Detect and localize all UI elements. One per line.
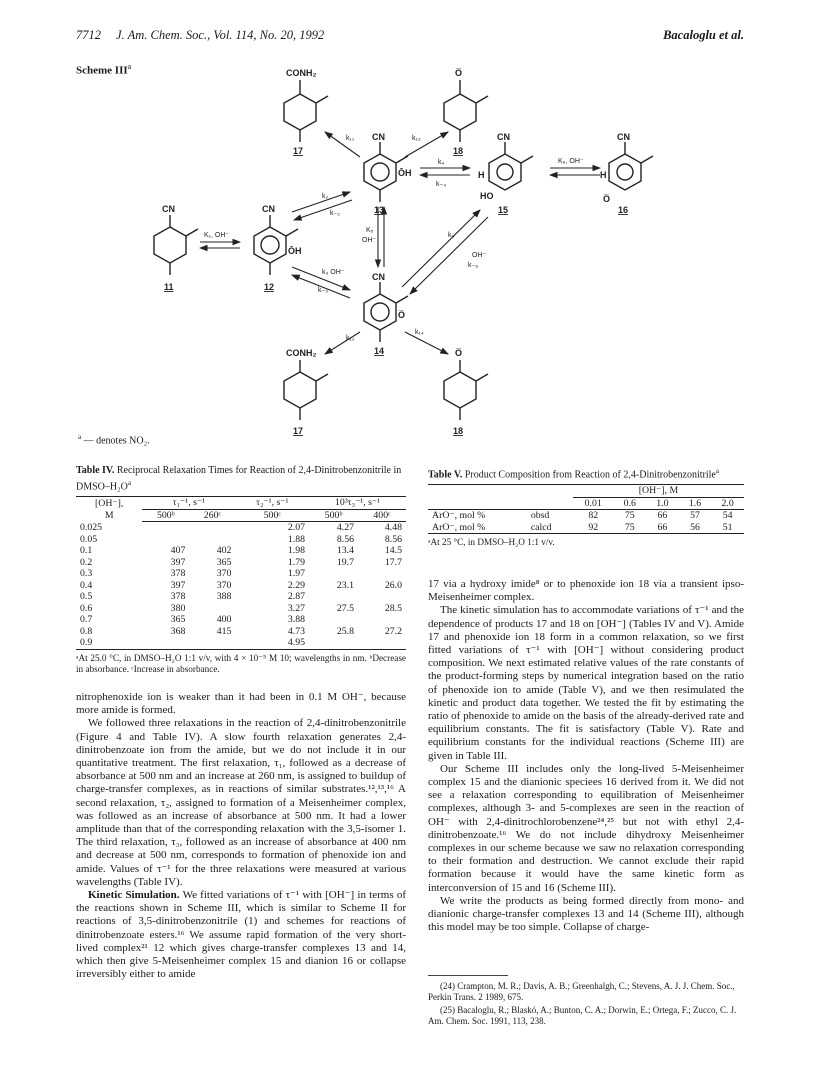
table-cell: 4.27 [336,522,355,534]
table-iv-subheader: 500ᶜ [235,509,309,522]
running-authors: Bacaloglu et al. [663,28,744,42]
table-row [76,626,406,638]
rate-k5-oh: OH⁻ [362,237,377,244]
table-cell: 28.5 [384,602,402,614]
table-cell [189,522,235,534]
table-cell: 3.88 [287,614,306,626]
table-cell: 397 [170,579,186,591]
table-v-block [428,465,744,548]
label-h-16: H [600,170,607,180]
table-iv-header-t1: τ₁⁻¹, s⁻¹ [142,497,235,510]
table-cell [358,591,406,603]
table-v-conc-header: 2.0 [711,497,744,510]
table-cell: 8.56 [384,533,402,545]
table-row [76,522,406,534]
reference-item: (24) Crampton, M. R.; Davis, A. B.; Greenhalgh, C.; Stevens, A. J. J. Chem. Soc., Perkin Trans. 2 1989, 675. [428,981,735,1002]
table-cell: 415 [216,625,232,637]
table-cell: 2.87 [287,591,306,603]
table-cell [189,603,235,615]
reaction-scheme [60,62,760,452]
table-cell: 380 [170,602,186,614]
table-cell: 92 [573,522,614,534]
table-cell: 0.5 [80,591,93,603]
label-16: 16 [618,205,629,215]
table-cell: ArO⁻, mol % [428,522,527,534]
table-cell: 365 [170,614,186,626]
arrow-k8-forward [402,210,480,287]
rate-k14: k₁₄ [415,329,424,336]
label-h-15: H [478,170,485,180]
rate-k11: k₁₁ [346,135,355,142]
table-cell: 388 [216,591,232,603]
table-v-blank [428,497,573,510]
table-cell: 25.8 [336,625,355,637]
label-12: 12 [264,282,275,292]
table-cell: obsd [530,510,550,522]
table-v-header-oh: [OH⁻], M [573,485,744,498]
table-cell [309,637,358,649]
table-iv-header-oh: [OH⁻], M [76,497,142,522]
scheme-title: Scheme III$^a$ [76,62,132,77]
rate-k3: k₃ OH⁻ [322,269,345,276]
table-cell [358,568,406,580]
kinetic-heading: Kinetic Simulation. [88,889,180,902]
table-row [76,603,406,615]
rate-k6: K₆, OH⁻ [558,158,584,165]
label-14: 14 [374,346,385,356]
label-oh-12: ŌH [288,246,302,256]
references [428,975,744,1029]
table-iv-header-t3: 10³τ₃⁻¹, s⁻¹ [309,497,406,510]
table-cell: 365 [216,556,232,568]
table-row [428,522,744,534]
label-cn-12: CN [262,204,275,214]
table-cell: 1.79 [287,556,306,568]
rate-k4: k₄ [438,159,445,166]
label-conh2-top: CONH₂ [286,68,317,78]
table-cell [309,568,358,580]
table-cell [358,614,406,626]
table-iv-caption: Table IV. Reciprocal Relaxation Times for Reaction of 2,4-Dinitrobenzonitrile in DMSO–$H_2O^a$ [76,465,402,493]
table-cell: 370 [216,579,232,591]
table-row [76,614,406,626]
arrow-k2-forward [292,192,350,212]
table-cell: 51 [711,522,744,534]
compound-15-ring [489,142,533,190]
label-o-minus-top: O̅ [455,68,463,78]
table-cell: 0.6 [80,602,93,614]
table-iv-subheader: 400ᶜ [358,509,406,522]
paragraph: Our Scheme III includes only the long-lived 5-Meisenheimer complex 15 and the dianionic speciees 16 derived from it. We did not see a relaxation corresponding to equilibration of Meisenheimer complexes, although 3- and 5-complexes are seen in the reaction of OH⁻ with 2,4-dinitrochlorobenzene²⁴,²⁵ but not with ethyl 2,4-dinitrobenzoate.¹⁶ We do not include dihydroxy Meisenheimer complexes in our scheme because we saw no relaxation corresponding to their formation and destruction. We cannot exclude their rapid formation because it would have the same kinetic form as interconversion of 15 and 16 (Scheme III). [428,762,744,894]
compound-12-ring [254,215,298,275]
table-cell: 0.4 [80,579,93,591]
table-v-conc-header: 1.0 [646,497,679,510]
table-cell: 2.29 [287,579,306,591]
table-cell: 4.95 [235,637,309,649]
label-cn-11: CN [162,204,175,214]
table-iv-subheader: 500ᵇ [142,509,189,522]
rate-km3: k₋₃ [318,287,329,294]
table-cell: 368 [170,625,186,637]
paragraph: We write the products as being formed directly from mono- and dianionic charge-transfer complexes 13 and 14 (Scheme III), although this model may be too simple. Collapse of charge- [428,894,744,934]
table-cell [189,637,235,649]
label-cn-14: CN [372,272,385,282]
table-row [76,637,406,649]
table-cell: 0.2 [80,556,93,568]
table-cell: 27.2 [384,625,402,637]
rate-k2: k₂ [322,193,329,200]
paragraph: 17 via a hydroxy imide⁸ or to phenoxide ion 18 via a transient ipso-Meisenheimer complex. [428,578,744,604]
table-cell: 27.5 [336,602,355,614]
paragraph: nitrophenoxide ion is weaker than it had been in 0.1 M OH⁻, because more amide is formed. [76,691,406,717]
journal-citation: J. Am. Chem. Soc., Vol. 114, No. 20, 1992 [116,28,325,42]
table-cell: 0.025 [80,522,103,534]
table-cell: 13.4 [336,545,355,557]
left-column-text [76,691,406,981]
table-cell: 3.27 [287,602,306,614]
table-iv-header-t2: τ₂⁻¹, s⁻¹ [235,497,309,510]
table-cell: calcd [527,522,573,534]
table-v [428,484,744,534]
table-cell: 0.3 [80,568,93,580]
table-cell [142,637,189,649]
compound-11-ring [154,215,198,275]
table-cell: 1.88 [287,533,306,545]
table-cell: 0.1 [80,545,93,557]
table-cell: 26.0 [384,579,402,591]
rate-k1: K₁, OH⁻ [204,232,230,239]
table-cell: 54 [722,510,733,522]
rate-k5: K₅ [366,227,374,234]
table-v-conc-header: 0.01 [573,497,614,510]
paragraph: We followed three relaxations in the reaction of 2,4-dinitrobenzonitrile (Figure 4 and Table IV). A slow fourth relaxation generates 2,4-dinitrobenzoate ion from the amide, but we do not include it in our quantitative treatment. The first relaxation, τ₁, followed as a decrease of absorbance at 500 nm and an increase at 260 nm, is assigned to buildup of charge-transfer complexes, as in reactions of similar substrates.¹²,¹³,¹⁶ A second relaxation, τ₂, assigned to formation of a Meisenheimer complex, was followed as an increase of absorbance at 500 nm. It had a lower amplitude than that of the corresponding relaxation with the 3,5-isomer 1. The third relaxation, τ₃, followed as an increase of absorbance at 400 nm and decrease at 500 nm, corresponds to formation of phenoxide ion and amide. Values of τ⁻¹ for the three relaxations were measured at various wavelengths (Table IV). [76,717,406,888]
rate-k13: k₁₃ [412,135,421,142]
table-cell: 4.73 [287,625,306,637]
label-ho-15: HO [480,191,494,201]
rate-k8-oh: OH⁻ [472,252,487,259]
table-cell: 0.9 [76,637,142,649]
table-cell [189,534,235,546]
table-cell: 0.7 [80,614,93,626]
rate-k12: k₁₂ [346,335,355,342]
table-cell: 23.1 [336,579,355,591]
table-row [76,591,406,603]
table-cell: 2.07 [287,522,306,534]
table-row [76,580,406,592]
compound-18-top-ring [444,80,488,142]
label-cn-13: CN [372,132,385,142]
table-cell: 370 [216,568,232,580]
reference-item: (25) Bacaloglu, R.; Blaskó, A.; Bunton, C. A.; Dorwin, E.; Ortega, F.; Zucco, C. J. Am. Chem. Soc. 1991, 113, 238. [428,1005,737,1026]
table-cell: 82 [588,510,599,522]
table-cell: 0.05 [80,533,98,545]
table-iv-note: ᵃAt 25.0 °C, in DMSO–H₂O 1:1 v/v, with 4 × 10⁻⁵ M 10; wavelengths in nm. ᵇDecrease in absorbance. ᶜIncrease in absorbance. [76,652,406,674]
table-v-note: ᵃAt 25 °C, in DMSO–H₂O 1:1 v/v. [428,537,555,548]
table-row [76,545,406,557]
arrow-k11 [325,132,360,157]
table-row [76,557,406,569]
table-iv [76,496,406,650]
table-cell: 19.7 [336,556,355,568]
table-cell: 400 [216,614,232,626]
rate-km2: k₋₂ [330,210,340,217]
label-cn-16: CN [617,132,630,142]
table-cell [309,591,358,603]
table-cell [142,522,189,534]
table-iv-block [76,465,406,675]
table-cell: 75 [614,522,647,534]
table-cell: 4.48 [384,522,402,534]
table-cell [142,534,189,546]
table-cell [358,637,406,649]
rate-k8: k₈ [448,232,455,239]
table-row [76,568,406,580]
table-cell: 17.7 [384,556,402,568]
table-v-conc-header: 0.6 [614,497,647,510]
compound-16-ring [609,142,653,190]
paragraph: Kinetic Simulation. We fitted variations of τ⁻¹ with [OH⁻] in terms of the reactions shown in Scheme III, which is similar to Scheme II for reactions of 3,5-dinitrobenzonitrile (1) and schemes for reactions of dinitrobenzoate esters.¹⁶ We assume rapid formation of the very short-lived complex²¹ 12 which gives charge-transfer complexes 13 and 14, which then give 5-Meisenheimer complex 15 and dianion 16 or collapse irreversibly either to amide [76,889,407,981]
table-cell: 407 [170,545,186,557]
table-cell: 14.5 [384,545,402,557]
table-cell: 402 [216,545,232,557]
label-o-16: O̅ [603,194,611,204]
table-iv-subheader: 260ᶜ [189,509,235,522]
paragraph: The kinetic simulation has to accommodate variations of τ⁻¹ and the dependence of products 17 and 18 on [OH⁻] (Tables IV and V). Amide 17 and phenoxide ion 18 form in a common relaxation, so we first fitted variations of τ⁻¹ with [OH⁻] without considering product composition. We next estimated relative values of the rate constants of the product-forming steps by numerical integration based on the ratio of phenoxide ion to amide (Table V), and we then resimulated the kinetic and product data together. We tested the fit by estimating the ratio of phenoxide to amide on the basis of the already-derived rate and equilibrium constants. The fit is satisfactory (Table V). Rate and equilibrium constants for the individual reactions (Scheme III) are given in Table III. [428,604,744,762]
table-iv-subheader: 500ᵇ [309,509,358,522]
table-cell: 8.56 [336,533,355,545]
rate-km4: k₋₄ [436,181,447,188]
label-18-bottom: 18 [453,426,464,436]
table-row [428,510,744,522]
label-15: 15 [498,205,509,215]
label-11: 11 [164,282,174,292]
label-17-top: 17 [293,146,304,156]
label-o-14: O̅ [398,310,406,320]
page-number: 7712 [76,28,101,42]
rate-km8: k₋₈ [468,262,479,269]
table-v-conc-header: 1.6 [679,497,712,510]
table-cell: 1.97 [287,568,306,580]
table-cell: 56 [679,522,712,534]
table-cell: 66 [646,522,679,534]
label-oh-minus-13: ŌH [398,168,412,178]
label-conh2-bottom: CONH₂ [286,348,317,358]
table-cell: 0.8 [80,625,93,637]
table-cell: 397 [170,556,186,568]
table-v-empty-header [428,485,573,498]
label-18-top: 18 [453,146,464,156]
table-cell: ArO⁻, mol % [432,510,486,522]
compound-17-bottom-ring [284,360,328,420]
footnote-rule [428,975,508,976]
table-cell: 1.98 [287,545,306,557]
table-cell: 75 [624,510,635,522]
scheme-footnote: $^a$ — denotes NO₂. [78,433,150,447]
compound-18-bottom-ring [444,360,488,420]
table-cell: 66 [657,510,668,522]
table-row [76,534,406,546]
arrow-k14 [405,332,448,354]
label-17-bottom: 17 [293,426,304,436]
label-o-minus-bottom: O̅ [455,348,463,358]
table-cell: 378 [170,591,186,603]
right-column-text [428,578,744,934]
label-13: 13 [374,205,385,215]
label-cn-15: CN [497,132,510,142]
arrow-k12 [325,332,360,354]
compound-17-top-ring [284,80,328,142]
table-cell: 378 [170,568,186,580]
arrow-k2-back [294,200,352,220]
table-cell: 57 [690,510,700,522]
table-cell [309,614,358,626]
table-v-caption: Table V. Product Composition from Reaction of 2,4-Dinitrobenzonitrile$^a$ [428,467,719,481]
